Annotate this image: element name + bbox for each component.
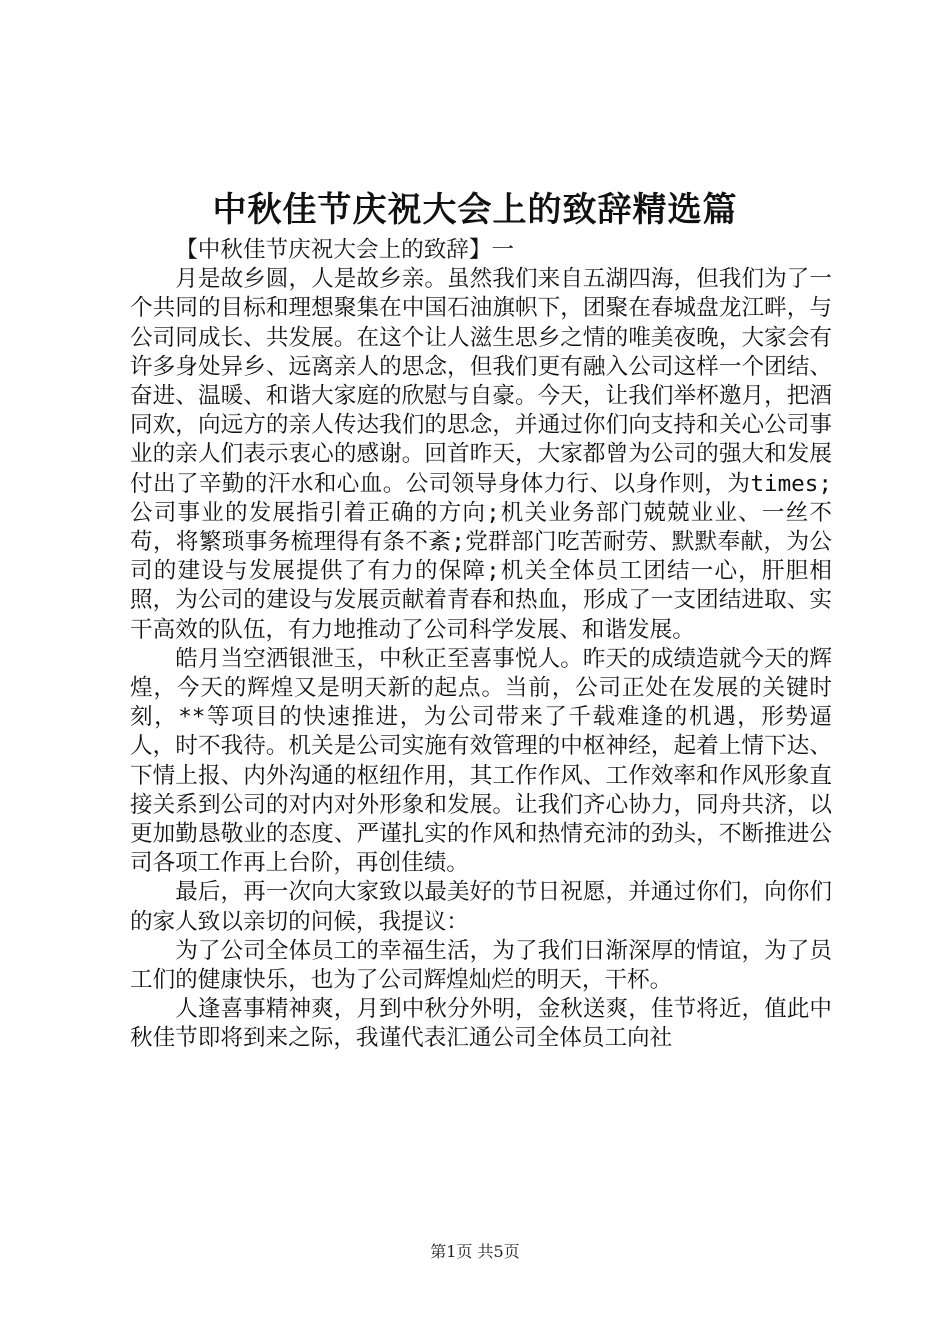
paragraph: 最后，再一次向大家致以最美好的节日祝愿，并通过你们，向你们的家人致以亲切的问候，我提议： xyxy=(130,879,832,935)
page-number: 第1页 共5页 xyxy=(430,1242,520,1261)
paragraph: 为了公司全体员工的幸福生活，为了我们日渐深厚的情谊，为了员工们的健康快乐，也为了公司辉煌灿烂的明天，干杯。 xyxy=(130,937,832,994)
paragraph: 人逢喜事精神爽，月到中秋分外明，金秋送爽，佳节将近，值此中秋佳节即将到来之际，我谨代表汇通公司全体员工向社 xyxy=(130,996,832,1052)
paragraph: 皓月当空洒银泄玉，中秋正至喜事悦人。昨天的成绩造就今天的辉煌，今天的辉煌又是明天新的起点。当前，公司正处在发展的关键时刻，**等项目的快速推进，为公司带来了千载难逢的机遇，形势逼人，时不我待。机关是公司实施有效管理的中枢神经，起着上情下达、下情上报、内外沟通的枢纽作用，其工作作风、工作效率和作风形象直接关系到公司的对内对外形象和发展。让我们齐心协力，同舟共济，以更加勤恳敬业的态度、严谨扎实的作风和热情充沛的劲头，不断推进公司各项工作再上台阶，再创佳绩。 xyxy=(130,645,832,877)
section-heading: 【中秋佳节庆祝大会上的致辞】一 xyxy=(175,237,515,263)
document-title: 中秋佳节庆祝大会上的致辞精选篇 xyxy=(212,190,738,230)
paragraph: 月是故乡圆，人是故乡亲。虽然我们来自五湖四海，但我们为了一个共同的目标和理想聚集在中国石油旗帜下，团聚在春城盘龙江畔，与公司同成长、共发展。在这个让人滋生思乡之情的唯美夜晚，大家会有许多身处异乡、远离亲人的思念，但我们更有融入公司这样一个团结、奋进、温暖、和谐大家庭的欣慰与自豪。今天，让我们举杯邀月，把酒同欢，向远方的亲人传达我们的思念，并通过你们向支持和关心公司事业的亲人们表示衷心的感谢。回首昨天，大家都曾为公司的强大和发展付出了辛勤的汗水和心血。公司领导身体力行、以身作则，为times;公司事业的发展指引着正确的方向;机关业务部门兢兢业业、一丝不苟，将繁琐事务梳理得有条不紊;党群部门吃苦耐劳、默默奉献，为公司的建设与发展提供了有力的保障;机关全体员工团结一心，肝胆相照，为公司的建设与发展贡献着青春和热血，形成了一支团结进取、实干高效的队伍，有力地推动了公司科学发展、和谐发展。 xyxy=(130,266,832,643)
document-body xyxy=(130,236,832,1054)
